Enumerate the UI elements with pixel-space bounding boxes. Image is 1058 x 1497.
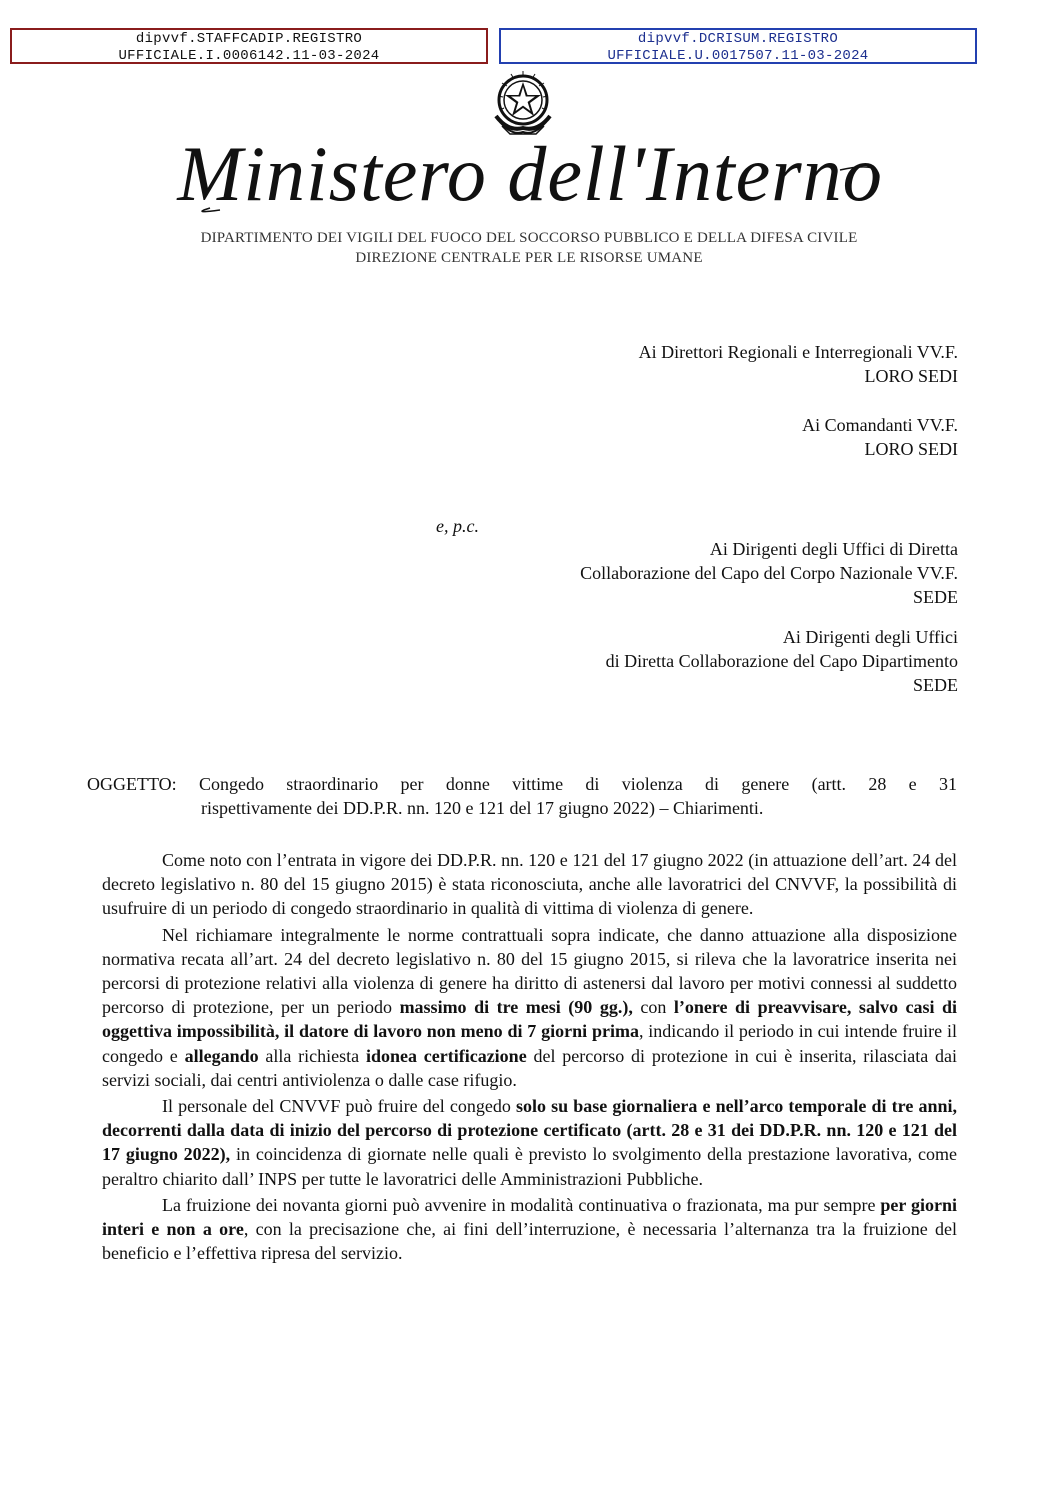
- subject-second-line: rispettivamente dei DD.P.R. nn. 120 e 121 del 17 giugno 2022) – Chiarimenti.: [201, 798, 764, 818]
- subject-word: donne: [445, 774, 490, 794]
- stamp-registry: dipvvf.STAFFCADIP.REGISTRO: [135, 31, 363, 47]
- stamp-protocol-number: UFFICIALE.I.0006142.11-03-2024: [118, 48, 380, 64]
- subject-word: straordinario: [286, 774, 379, 794]
- stamp-registry: dipvvf.DCRISUM.REGISTRO: [637, 31, 839, 47]
- text-run: La fruizione dei novanta giorni può avvenire in modalità continuativa o frazionata, ma pur sempre: [162, 1194, 881, 1215]
- text-run: , con la precisazione che, ai fini dell’interruzione, è necessaria l’alternanza tra la fruizione del beneficio e l’effettiva ripresa del servizio.: [102, 1219, 957, 1264]
- directorate-name: DIREZIONE CENTRALE PER LE RISORSE UMANE: [355, 250, 703, 266]
- recipient-location: LORO SEDI: [864, 439, 958, 459]
- subject-word: genere: [741, 774, 790, 794]
- subject-word: 28: [868, 774, 887, 794]
- paragraph-2: [102, 923, 957, 1092]
- text-run: Nel richiamare integralmente le norme contrattuali sopra indicate, che danno attuazione alla disposizione normativa recata all’art. 24 del decreto legislativo n. 80 del 15 giugno 2015, si rileva che la lavoratrice inserita nei percorsi di protezione relativi alla violenza di genere ha diritto di astenersi dal lavoro per motivi connessi al suddetto percorso di protezione, per un periodo: [102, 924, 957, 1018]
- bold-text-run: per giorni interi e non a ore: [102, 1194, 957, 1240]
- bold-text-run: solo su base giornaliera e nell’arco temporale di tre anni, decorrenti dalla data di inizio del percorso di protezione certificato (artt. 28 e 31 dei DD.P.R. nn. 120 e 121 del 17 giugno 2022),: [102, 1096, 957, 1165]
- text-run: Il personale del CNVVF può fruire del congedo: [162, 1096, 516, 1117]
- ministry-logotype: [150, 130, 910, 218]
- department-name: DIPARTIMENTO DEI VIGILI DEL FUOCO DEL SOCCORSO PUBBLICO E DELLA DIFESA CIVILE: [200, 230, 858, 246]
- text-run: del percorso di protezione in cui è inserita, rilasciata dai servizi sociali, dai centri antiviolenza o dalle case rifugio.: [102, 1045, 958, 1090]
- cc-recipient-line: Ai Dirigenti degli Uffici: [782, 627, 958, 647]
- paragraph-1: Come noto con l’entrata in vigore dei DD.P.R. nn. 120 e 121 del 17 giugno 2022 (in attuazione dell’art. 24 del decreto legislativo n. 80 del 15 giugno 2015) è stata riconosciuta, anche alle lavoratrici del CNVVF, la possibilità di usufruire di un periodo di congedo straordinario in qualità di vittima di violenza di genere.: [102, 850, 957, 919]
- subject-word: di: [585, 774, 600, 794]
- cc-recipient-line: Collaborazione del Capo del Corpo Nazionale VV.F.: [580, 563, 958, 583]
- subject-word: e: [908, 774, 917, 794]
- subject-word: violenza: [621, 774, 683, 794]
- letter-body: [102, 848, 957, 1267]
- bold-text-run: massimo di tre mesi (90 gg.),: [399, 997, 633, 1018]
- text-run: con: [632, 997, 674, 1018]
- subject-word: per: [400, 774, 424, 794]
- recipient-block: [639, 340, 958, 388]
- protocol-stamp-outgoing: [499, 28, 977, 64]
- republic-emblem-icon: [486, 66, 560, 138]
- stamp-protocol-number: UFFICIALE.U.0017507.11-03-2024: [607, 48, 869, 64]
- text-run: in coincidenza di giornate nelle quali è previsto lo svolgimento della prestazione lavorativa, come peraltro chiarito dall’ INPS per tutte le lavoratrici delle Amministrazioni Pubbliche.: [102, 1144, 957, 1189]
- subject-word: vittime: [512, 774, 564, 794]
- cc-recipient-location: SEDE: [913, 675, 958, 695]
- subject-label: OGGETTO:: [87, 774, 177, 794]
- paragraph-4: [102, 1193, 957, 1266]
- subject-word: 31: [938, 774, 957, 794]
- cc-recipient-location: SEDE: [913, 587, 958, 607]
- svg-text:Ministero dell'Interno: Ministero dell'Interno: [177, 130, 883, 217]
- subject-first-line: [87, 772, 957, 796]
- paragraph-3: [102, 1094, 957, 1191]
- text-run: , indicando il periodo in cui intende fruire il congedo e: [102, 1021, 957, 1066]
- recipient-name: Ai Direttori Regionali e Interregionali VV.F.: [638, 342, 958, 362]
- recipient-location: LORO SEDI: [864, 366, 958, 386]
- bold-text-run: idonea certificazione: [365, 1045, 527, 1066]
- bold-text-run: allegando: [184, 1045, 259, 1066]
- subject-word: (artt.: [811, 774, 847, 794]
- bold-text-run: l’onere di preavvisare, salvo casi di oggettiva impossibilità, il datore di lavoro non meno di 7 giorni prima: [102, 997, 957, 1042]
- recipient-name: Ai Comandanti VV.F.: [802, 415, 958, 435]
- cc-label: e, p.c.: [436, 516, 479, 536]
- recipient-block: [802, 413, 958, 461]
- subject-section: [87, 772, 957, 820]
- subject-word: Congedo: [198, 774, 264, 794]
- protocol-stamp-incoming: [10, 28, 488, 64]
- cc-recipient-line: Ai Dirigenti degli Uffici di Diretta: [709, 539, 958, 559]
- cc-recipient-line: di Diretta Collaborazione del Capo Dipartimento: [605, 651, 958, 671]
- text-run: alla richiesta: [258, 1045, 366, 1066]
- subject-word: di: [705, 774, 720, 794]
- cc-recipient-block: [580, 537, 958, 609]
- cc-recipient-block: [606, 625, 958, 697]
